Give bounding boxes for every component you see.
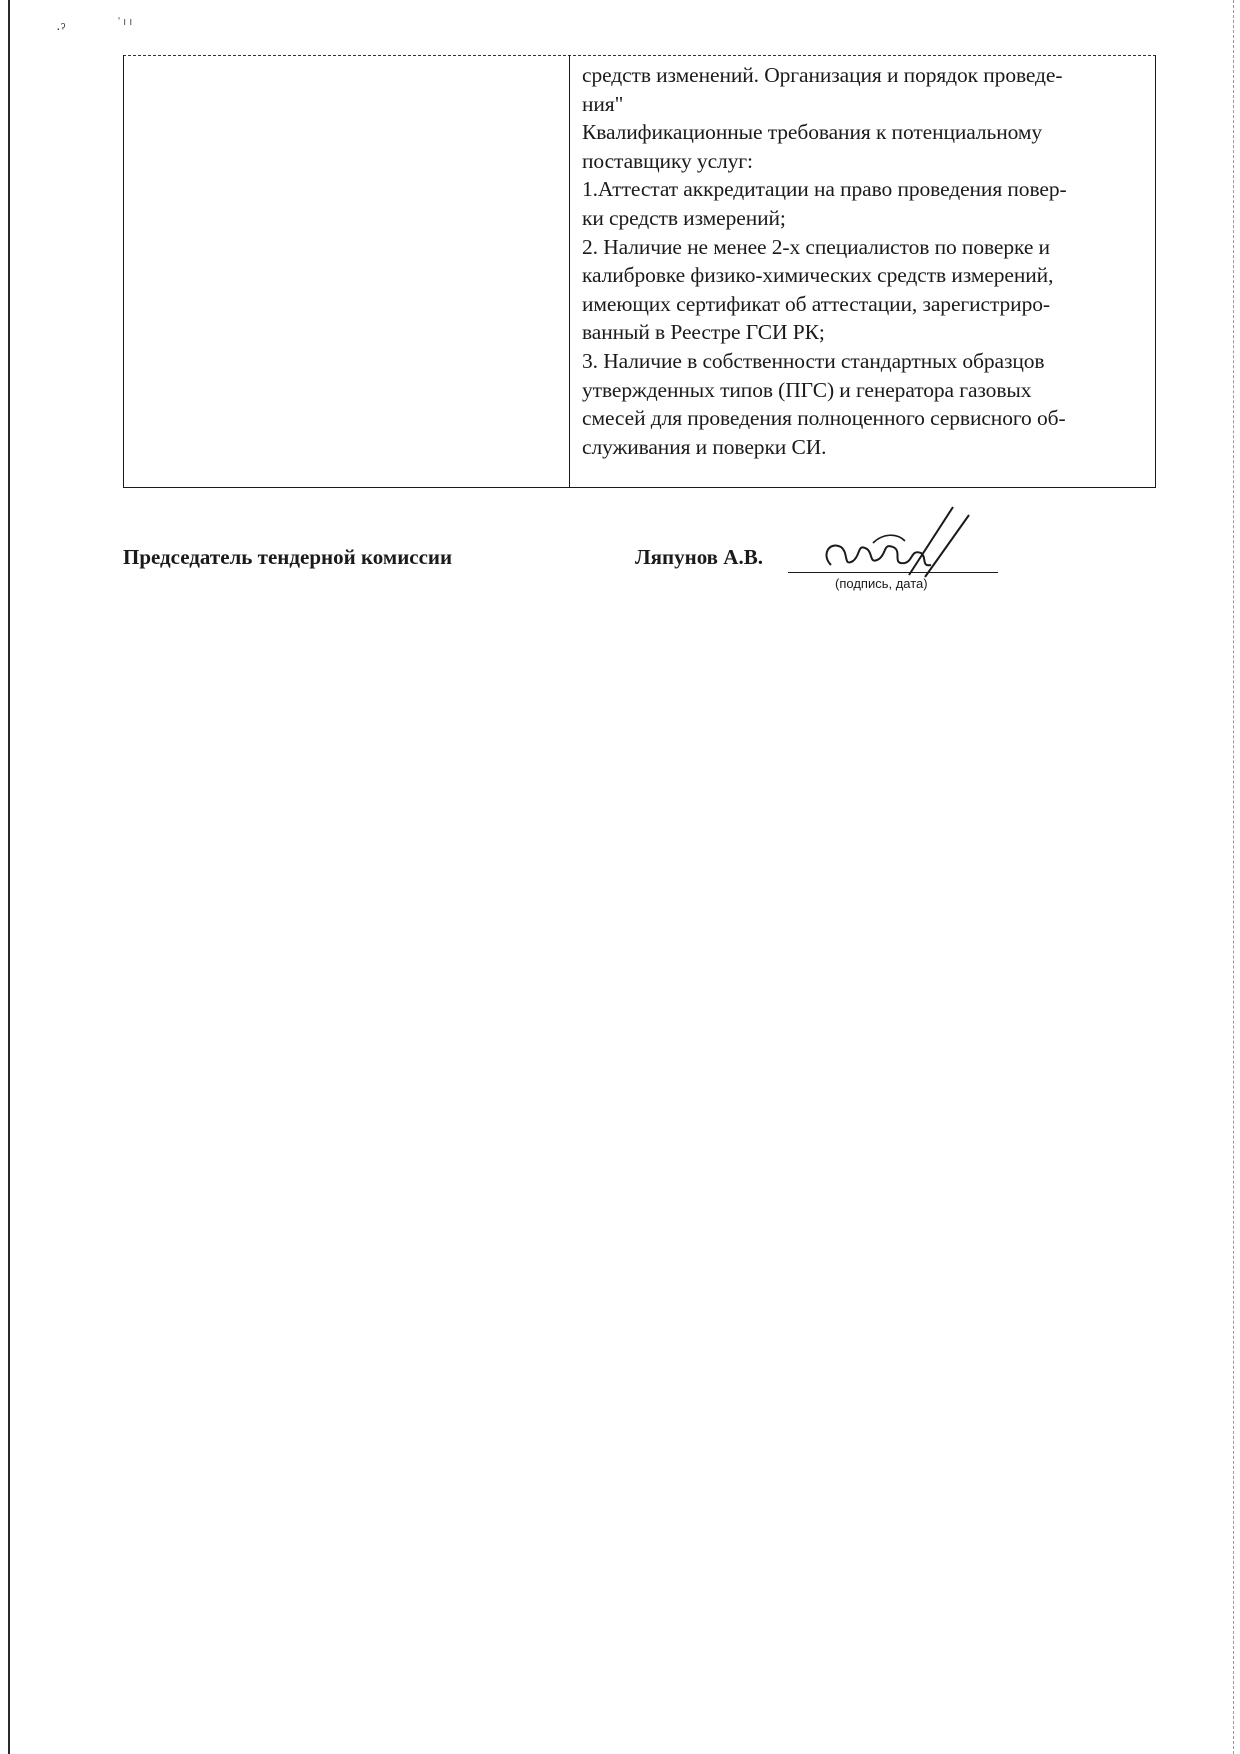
- table-right-cell: [570, 55, 1155, 487]
- signature-caption: (подпись, дата): [835, 576, 928, 591]
- chair-name: Ляпунов А.В.: [635, 545, 763, 569]
- table-text-line: утвержденных типов (ПГС) и генератора газовых: [582, 377, 1032, 402]
- table-text-line: поставщику услуг:: [582, 148, 753, 173]
- table-text-line: 1.Аттестат аккредитации на право проведения повер-: [582, 177, 1067, 202]
- table-text-line: имеющих сертификат об аттестации, зарегистриро-: [582, 291, 1050, 316]
- table-text-line: служивания и поверки СИ.: [582, 434, 827, 459]
- table-text-line: Квалификационные требования к потенциальному: [582, 120, 1043, 145]
- signature-line: [788, 572, 998, 573]
- table-text-line: 3. Наличие в собственности стандартных образцов: [582, 348, 1045, 373]
- table-text-line: 2. Наличие не менее 2-х специалистов по поверке и: [582, 234, 1050, 259]
- table-text-line: ния": [582, 91, 624, 116]
- signature-block: [123, 545, 1003, 605]
- table-text-line: ки средств измерений;: [582, 205, 786, 230]
- scan-edge-left: [8, 0, 10, 1754]
- table-left-cell: [124, 55, 570, 487]
- scan-edge-right: [1232, 0, 1234, 1754]
- scan-artifact-mark: ʹ ı ı: [118, 16, 133, 28]
- table-text-line: средств изменений. Организация и порядок проведе-: [582, 63, 1063, 87]
- scan-artifact-mark: ·ˀ: [56, 20, 66, 36]
- table-text-line: ванный в Реестре ГСИ РК;: [582, 320, 825, 345]
- requirements-table: [123, 55, 1156, 488]
- chair-label: Председатель тендерной комиссии: [123, 545, 453, 569]
- table-text-line: смесей для проведения полноценного сервисного об-: [582, 406, 1066, 431]
- table-text-line: калибровке физико-химических средств измерений,: [582, 263, 1054, 288]
